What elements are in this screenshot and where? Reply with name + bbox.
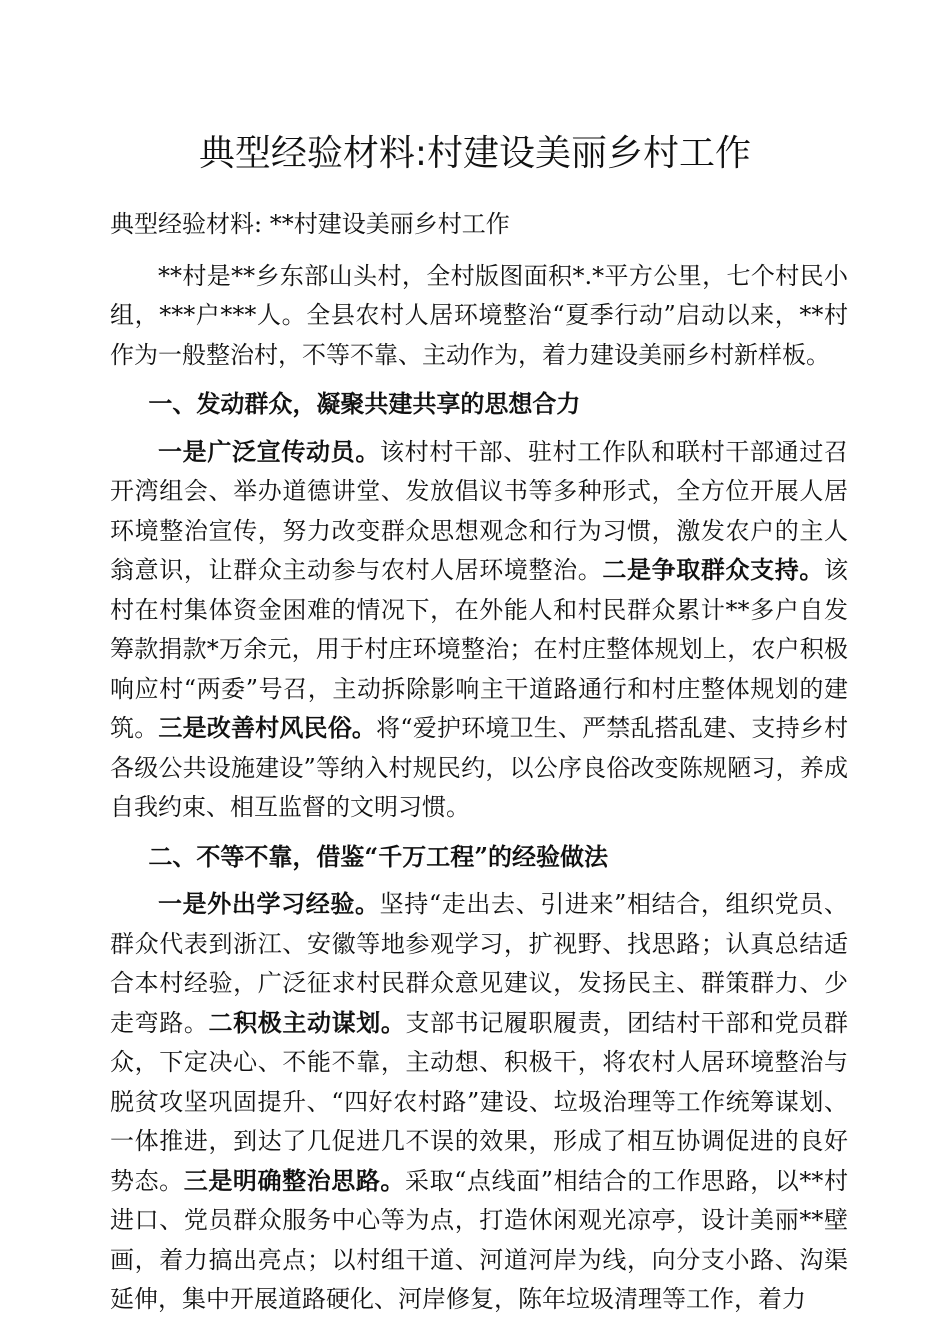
section1-text-3: 将“爱护环境卫生、严禁乱搭乱建、支持乡村各级公共设施建设”等纳入村规民约，以公序良俗改变陈规陋习，养成自我约束、相互监督的文明习惯。 — [110, 714, 848, 821]
section1-text-2: 该村在村集体资金困难的情况下，在外能人和村民群众累计**多户自发筹款捐款*万余元，用于村庄环境整治；在村庄整体规划上，农户积极响应村“两委”号召，主动拆除影响主干道路通行和村庄整体规划的建筑。 — [110, 556, 849, 742]
section2-paragraph — [110, 885, 848, 1320]
section2-text-2: 支部书记履职履责，团结村干部和党员群众，下定决心、不能不靠，主动想、积极干，将农村人居环境整治与脱贫攻坚巩固提升、“四好农村路”建设、垃圾治理等工作统筹谋划、一体推进，到达了几促进几不误的效果，形成了相互协调促进的良好势态。 — [110, 1008, 849, 1195]
section2-text-1: 坚持“走出去、引进来”相结合，组织党员、群众代表到浙江、安徽等地参观学习，扩视野、找思路；认真总结适合本村经验，广泛征求村民群众意见建议，发扬民主、群策群力、少走弯路。 — [110, 890, 848, 1037]
section-heading-2: 二、不等不靠，借鉴“千万工程”的经验做法 — [148, 841, 608, 871]
document-body — [110, 205, 848, 1320]
section2-lead-3: 三是明确整治思路。 — [183, 1166, 405, 1195]
section1-lead-3: 三是改善村风民俗。 — [158, 714, 377, 742]
section1-lead-2: 二是争取群众支持。 — [602, 556, 825, 584]
document-title: 典型经验材料:村建设美丽乡村工作 — [198, 133, 752, 174]
section2-text-3: 采取“点线面”相结合的工作思路，以**村进口、党员群众服务中心等为点，打造休闲观光凉亭，设计美丽**壁画，着力搞出亮点；以村组干道、河道河岸为线，向分支小路、沟渠延伸，集中开展道路硬化、河岸修复，陈年垃圾清理等工作，着力 — [110, 1166, 849, 1313]
document-subtitle: 典型经验材料: **村建设美丽乡村工作 — [110, 210, 510, 238]
section2-lead-2: 二积极主动谋划。 — [208, 1008, 406, 1037]
section-heading-1: 一、发动群众，凝聚共建共享的思想合力 — [148, 389, 581, 418]
section2-lead-1: 一是外出学习经验。 — [158, 890, 380, 918]
section1-text-1: 该村村干部、驻村工作队和联村干部通过召开湾组会、举办道德讲堂、发放倡议书等多种形式，全方位开展人居环境整治宣传，努力改变群众思想观念和行为习惯，激发农户的主人翁意识，让群众主动参与农村人居环境整治。 — [110, 437, 848, 584]
section1-lead-1: 一是广泛宣传动员。 — [158, 437, 380, 466]
intro-paragraph: **村是**乡东部山头村，全村版图面积*.*平方公里，七个村民小组，***户***人。全县农村人居环境整治“夏季行动”启动以来，**村作为一般整治村，不等不靠、主动作为，着力建设美丽乡村新样板。 — [110, 261, 848, 369]
section1-paragraph — [110, 433, 848, 828]
